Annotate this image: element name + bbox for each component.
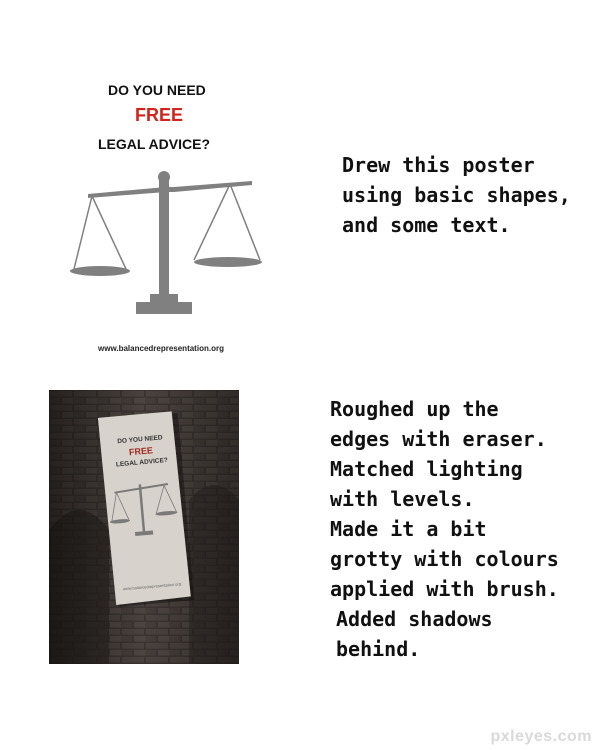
note-line: edges with eraser. (330, 427, 547, 451)
poster-headline-line1: DO YOU NEED (108, 82, 206, 98)
scales-of-justice-icon (70, 166, 270, 326)
note-line: Made it a bit (330, 517, 487, 541)
poster-headline-line3: LEGAL ADVICE? (98, 136, 211, 152)
note-line: Added shadows (336, 607, 493, 631)
note-line: with levels. (330, 487, 475, 511)
description-step-1 (342, 150, 571, 240)
photo-poster-line3: LEGAL ADVICE? (115, 456, 169, 469)
watermark: pxleyes.com (490, 728, 592, 745)
note-line: using basic shapes, (342, 183, 571, 207)
note-line: grotty with colours (330, 547, 559, 571)
note-line: behind. (336, 637, 421, 661)
photo-poster-line1: DO YOU NEED (117, 434, 163, 446)
poster-url: www.balancedrepresentation.org (98, 344, 224, 353)
photo-poster-url: www.balancedrepresentation.org (122, 581, 182, 592)
description-step-2 (330, 394, 559, 664)
note-line: Drew this poster (342, 153, 535, 177)
weathered-poster (98, 411, 194, 607)
note-line: applied with brush. (330, 577, 559, 601)
poster-design (60, 70, 280, 360)
poster-headline-free: FREE (135, 105, 184, 125)
photo-poster-free: FREE (128, 445, 154, 458)
note-line: Roughed up the (330, 397, 499, 421)
note-line: and some text. (342, 213, 511, 237)
note-line: Matched lighting (330, 457, 523, 481)
